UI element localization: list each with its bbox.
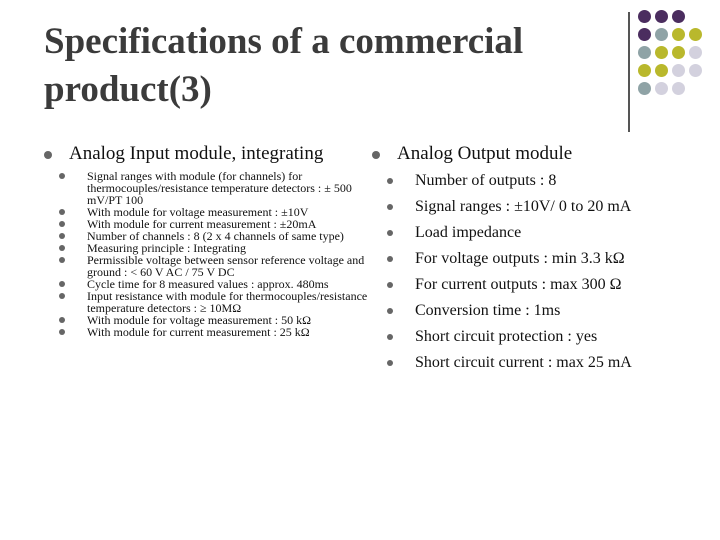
decor-dot bbox=[638, 82, 651, 95]
left-sub-item bbox=[44, 254, 374, 278]
right-sub-item-text: Number of outputs : 8 bbox=[415, 172, 557, 189]
left-sub-item-text: Permissible voltage between sensor reference voltage and ground : < 60 V AC / 75 V DC bbox=[87, 253, 365, 279]
decor-dot bbox=[689, 46, 702, 59]
right-sub-item bbox=[372, 324, 702, 350]
decor-dot bbox=[672, 46, 685, 59]
left-heading: Analog Input module, integrating bbox=[69, 143, 324, 164]
right-heading: Analog Output module bbox=[397, 143, 573, 164]
left-sub-item-text: Number of channels : 8 (2 x 4 channels of same type) bbox=[87, 229, 344, 243]
decor-dot bbox=[655, 28, 668, 41]
right-sub-item-text: For current outputs : max 300 Ω bbox=[415, 276, 622, 293]
decor-dot bbox=[689, 64, 702, 77]
slide-title: Specifications of a commercial product(3) bbox=[44, 21, 524, 110]
decor-dot bbox=[638, 28, 651, 41]
right-main-item bbox=[372, 142, 702, 166]
left-sub-item bbox=[44, 290, 374, 314]
left-column bbox=[44, 142, 374, 338]
right-sub-item bbox=[372, 272, 702, 298]
decor-dot bbox=[672, 82, 685, 95]
bullet-icon bbox=[387, 282, 393, 288]
bullet-icon bbox=[59, 221, 65, 227]
right-sub-item-text: Short circuit protection : yes bbox=[415, 328, 598, 345]
bullet-icon bbox=[59, 173, 65, 179]
decor-dot bbox=[655, 10, 668, 23]
left-main-item bbox=[44, 142, 374, 166]
right-sub-item-text: For voltage outputs : min 3.3 kΩ bbox=[415, 250, 625, 267]
bullet-icon bbox=[387, 256, 393, 262]
right-sub-item-text: Short circuit current : max 25 mA bbox=[415, 354, 632, 371]
decor-dot bbox=[638, 10, 651, 23]
decor-dot bbox=[655, 64, 668, 77]
right-sub-item-text: Load impedance bbox=[415, 224, 522, 241]
decor-dot bbox=[655, 46, 668, 59]
right-sub-item bbox=[372, 350, 702, 376]
right-sub-item-text: Signal ranges : ±10V/ 0 to 20 mA bbox=[415, 198, 632, 215]
left-sub-item-text: With module for current measurement : ±20mA bbox=[87, 217, 317, 231]
bullet-icon bbox=[387, 308, 393, 314]
left-sub-item-text: With module for current measurement : 25 kΩ bbox=[87, 325, 310, 339]
decor-divider bbox=[628, 12, 630, 132]
left-sub-item-text: With module for voltage measurement : ±10V bbox=[87, 205, 309, 219]
bullet-icon bbox=[387, 178, 393, 184]
bullet-icon bbox=[59, 281, 65, 287]
right-sub-item bbox=[372, 168, 702, 194]
decor-dot bbox=[689, 28, 702, 41]
bullet-icon bbox=[59, 317, 65, 323]
decor-dot bbox=[655, 82, 668, 95]
bullet-icon bbox=[387, 230, 393, 236]
left-sub-item bbox=[44, 326, 374, 338]
bullet-icon bbox=[59, 293, 65, 299]
decor-dot bbox=[638, 46, 651, 59]
right-sub-item-text: Conversion time : 1ms bbox=[415, 302, 561, 319]
decor-dot-grid bbox=[638, 10, 718, 110]
bullet-icon bbox=[59, 329, 65, 335]
left-sub-item-text: With module for voltage measurement : 50 kΩ bbox=[87, 313, 312, 327]
bullet-icon bbox=[387, 204, 393, 210]
bullet-icon bbox=[372, 151, 380, 159]
bullet-icon bbox=[59, 233, 65, 239]
decor-dot bbox=[638, 64, 651, 77]
right-sub-item bbox=[372, 246, 702, 272]
left-sub-item-text: Measuring principle : Integrating bbox=[87, 241, 246, 255]
bullet-icon bbox=[59, 257, 65, 263]
right-sub-item bbox=[372, 220, 702, 246]
bullet-icon bbox=[387, 334, 393, 340]
decor-dot bbox=[672, 28, 685, 41]
bullet-icon bbox=[387, 360, 393, 366]
bullet-icon bbox=[59, 209, 65, 215]
decor-dot bbox=[672, 64, 685, 77]
decor-dot bbox=[672, 10, 685, 23]
right-sub-list bbox=[372, 168, 702, 376]
right-sub-item bbox=[372, 194, 702, 220]
right-sub-item bbox=[372, 298, 702, 324]
left-sub-item bbox=[44, 170, 374, 206]
left-sub-item-text: Signal ranges with module (for channels) for thermocouples/resistance temperature detectors : ± 500 mV/PT 100 bbox=[87, 169, 352, 207]
left-sub-item-text: Cycle time for 8 measured values : approx. 480ms bbox=[87, 277, 329, 291]
right-column bbox=[372, 142, 702, 376]
bullet-icon bbox=[59, 245, 65, 251]
left-sub-list bbox=[44, 170, 374, 338]
bullet-icon bbox=[44, 151, 52, 159]
left-sub-item-text: Input resistance with module for thermocouples/resistance temperature detectors : ≥ 10MΩ bbox=[87, 289, 368, 315]
